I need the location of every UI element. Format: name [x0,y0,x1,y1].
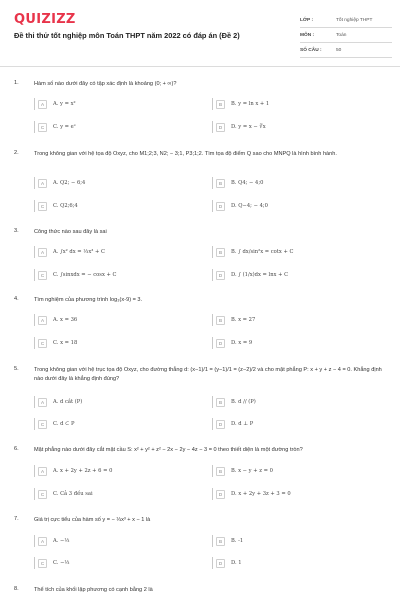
option-text: C. y = eˣ [53,124,76,130]
meta-row-class [300,13,392,28]
option-letter: A [38,467,47,476]
question-text: Công thức nào sau đây là sai [34,229,107,235]
option-text: B. x − y + z = 0 [231,468,273,474]
option-c[interactable] [34,337,194,349]
option-d[interactable] [212,121,382,133]
option-letter: B [216,100,225,109]
document-title: Đề thi thử tốt nghiệp môn Toán THPT năm 2022 có đáp án (Đề 2) [14,31,240,40]
option-text: A. x + 2y + 2z + 6 = 0 [53,468,113,474]
option-a[interactable] [34,246,194,258]
question-number: 8. [14,586,19,592]
option-letter: A [38,398,47,407]
meta-row-count [300,43,392,58]
option-letter: C [38,339,47,348]
meta-value: 50 [336,47,342,53]
meta-panel [300,13,392,58]
option-a[interactable] [34,535,194,547]
question-text: Mặt phẳng nào dưới đây cắt mặt cầu S: x² + y² + z² − 2x − 2y − 4z − 3 = 0 theo thiết diện là một đường tròn? [34,447,303,453]
option-letter: C [38,202,47,211]
option-letter: D [216,123,225,132]
option-text: A. d cắt (P) [53,399,83,405]
option-text: B. Q4; − 4;0 [231,180,264,186]
question-text: Hàm số nào dưới đây có tập xác định là khoảng (0; + ∞)? [34,81,177,87]
option-b[interactable] [212,535,382,547]
option-text: A. ∫x² dx = ⅓x³ + C [53,249,105,255]
option-letter: D [216,420,225,429]
option-text: D. Q−4; − 4;0 [231,203,268,209]
option-d[interactable] [212,488,382,500]
option-letter: C [38,490,47,499]
option-b[interactable] [212,177,382,189]
option-text: B. -1 [231,538,244,544]
option-d[interactable] [212,337,382,349]
option-text: C. Cả 3 đều sai [53,491,93,497]
option-text: D. x = 9 [231,340,253,346]
option-letter: D [216,559,225,568]
option-c[interactable] [34,418,194,430]
question-number: 6. [14,446,19,452]
option-letter: C [38,123,47,132]
option-a[interactable] [34,98,194,110]
option-a[interactable] [34,396,194,408]
option-letter: D [216,490,225,499]
option-b[interactable] [212,246,382,258]
document-header [0,0,400,64]
question-number: 7. [14,516,19,522]
option-d[interactable] [212,200,382,212]
option-text: A. Q2; − 6;4 [53,180,86,186]
option-text: B. x = 27 [231,317,256,323]
question-text: Trong không gian với hệ tọa độ Oxyz, cho M1;2;3, N2; − 3;1, P3;1;2. Tìm tọa độ điểm Q sao cho MNPQ là hình bình hành. [34,151,337,157]
option-d[interactable] [212,418,382,430]
option-b[interactable] [212,465,382,477]
option-letter: A [38,537,47,546]
option-text: C. ∫sinxdx = − cosx + C [53,272,117,278]
option-letter: B [216,316,225,325]
question-text: Trong không gian với hệ trục tọa độ Oxyz, cho đường thẳng d: (x−1)/1 = (y−1)/1 = (z−2)/2 và cho mặt phẳng P: x + y + z − 4 = 0. Khẳng định nào dưới đây là khẳng định đúng? [34,367,382,382]
quizizz-logo: QUIZIZZ [14,12,76,27]
option-c[interactable] [34,488,194,500]
question-number: 4. [14,296,19,302]
option-letter: D [216,339,225,348]
option-letter: C [38,559,47,568]
option-text: C. d ⊂ P [53,421,75,427]
option-c[interactable] [34,200,194,212]
option-a[interactable] [34,314,194,326]
option-a[interactable] [34,465,194,477]
option-d[interactable] [212,557,382,569]
option-d[interactable] [212,269,382,281]
meta-key: LỚP : [300,17,314,23]
meta-value: Toán [336,32,347,38]
question-text: Thể tích của khối lập phương có cạnh bằng 2 là [34,587,153,593]
option-letter: A [38,248,47,257]
option-letter: B [216,248,225,257]
option-c[interactable] [34,121,194,133]
option-text: C. x = 18 [53,340,78,346]
header-divider [0,66,400,67]
meta-key: MÔN : [300,32,315,38]
option-text: A. y = x² [53,101,76,107]
question-number: 5. [14,366,19,372]
meta-row-subject [300,28,392,43]
option-letter: A [38,179,47,188]
option-letter: B [216,537,225,546]
question-text: Tìm nghiệm của phương trình log₃(x-9) = 3. [34,297,143,303]
option-letter: B [216,398,225,407]
meta-value: Tốt nghiệp THPT [336,17,373,23]
option-letter: C [38,420,47,429]
question-number: 3. [14,228,19,234]
option-letter: D [216,202,225,211]
option-c[interactable] [34,269,194,281]
option-letter: D [216,271,225,280]
option-text: B. ∫ dx/sin²x = cotx + C [231,249,294,255]
option-letter: C [38,271,47,280]
option-text: A. −⅓ [53,538,70,544]
question-number: 1. [14,80,19,86]
option-letter: A [38,100,47,109]
option-text: D. 1 [231,560,242,566]
option-letter: B [216,179,225,188]
option-text: D. d ⊥ P [231,421,254,427]
option-b[interactable] [212,396,382,408]
option-text: C. Q2;6;4 [53,203,78,209]
option-text: B. d // (P) [231,399,256,405]
option-text: C. −⅓ [53,560,70,566]
option-text: D. ∫ (1/x)dx = lnx + C [231,272,289,278]
option-text: D. y = x − ∛x [231,124,266,130]
option-b[interactable] [212,98,382,110]
option-text: B. y = ln x + 1 [231,101,270,107]
option-letter: A [38,316,47,325]
option-a[interactable] [34,177,194,189]
meta-key: SỐ CÂU : [300,47,322,53]
option-letter: B [216,467,225,476]
question-text: Giá trị cực tiểu của hàm số y = − ⅓x³ + x − 1 là [34,517,151,523]
option-c[interactable] [34,557,194,569]
question-number: 2. [14,150,19,156]
option-text: D. x + 2y + 3z + 3 = 0 [231,491,291,497]
option-b[interactable] [212,314,382,326]
option-text: A. x = 36 [53,317,78,323]
